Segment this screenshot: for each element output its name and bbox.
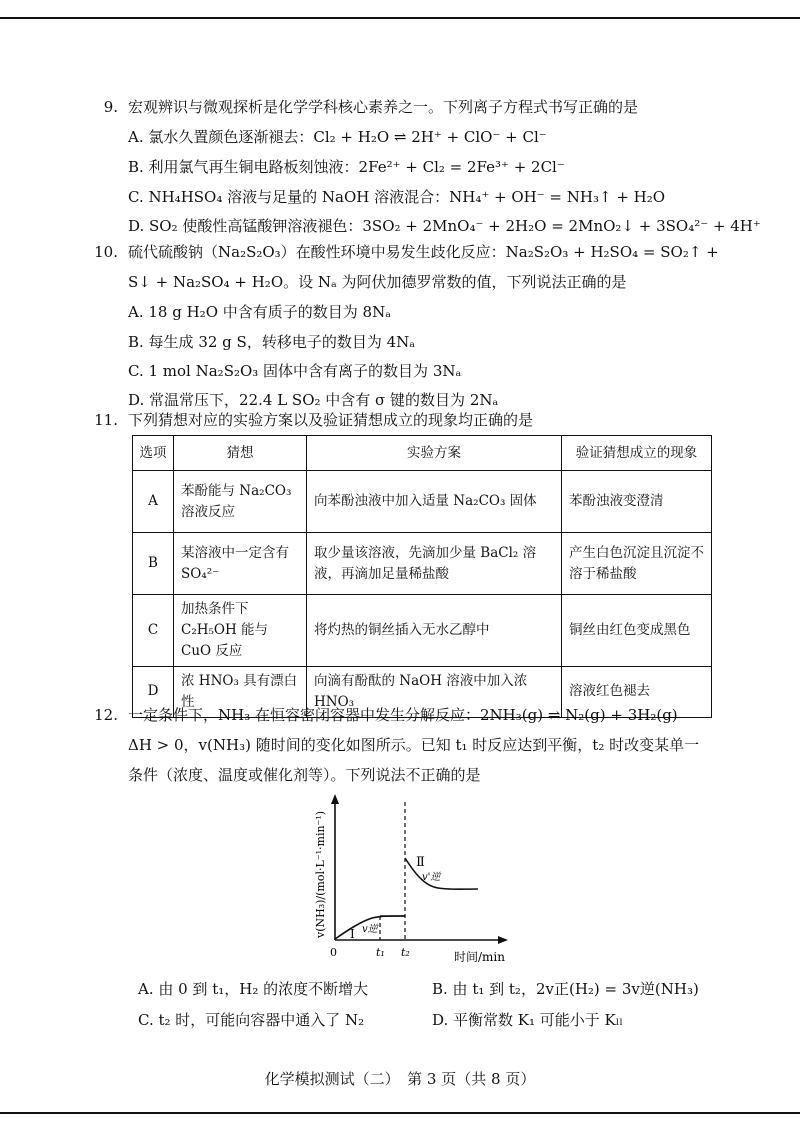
q12-option-c: C. t₂ 时，可能向容器中通入了 N₂ <box>138 1011 365 1029</box>
row-option: A <box>133 471 174 533</box>
q12-stem-line2: ΔH > 0，v(NH₃) 随时间的变化如图所示。已知 t₁ 时反应达到平衡，t₂ 时改变某单一 <box>128 736 700 754</box>
row-option: D <box>133 666 174 717</box>
region-label-2: Ⅱ <box>416 855 425 870</box>
curve-label-v-reverse-prime: v'逆 <box>422 872 441 883</box>
header-option: 选项 <box>133 436 174 471</box>
row-option: B <box>133 533 174 595</box>
q10-option-c: C. 1 mol Na₂S₂O₃ 固体中含有离子的数目为 3Nₐ <box>128 362 462 380</box>
row-option: C <box>133 595 174 667</box>
q12-stem-line1: 一定条件下，NH₃ 在恒容密闭容器中发生分解反应：2NH₃(g) ⇌ N₂(g) + 3H₂(g) <box>128 706 678 724</box>
row-guess: 浓 HNO₃ 具有漂白性 <box>174 666 307 717</box>
q9-option-b: B. 利用氯气再生铜电路板刻蚀液：2Fe²⁺ + Cl₂ = 2Fe³⁺ + 2Cl⁻ <box>128 158 565 176</box>
q9-option-c: C. NH₄HSO₄ 溶液与足量的 NaOH 溶液混合：NH₄⁺ + OH⁻ = NH₃↑ + H₂O <box>128 188 666 206</box>
q12-option-b: B. 由 t₁ 到 t₂，2v正(H₂) = 3v逆(NH₃) <box>432 980 699 998</box>
tick-label-t1: t₁ <box>376 946 385 959</box>
q9-stem: 宏观辨识与微观探析是化学学科核心素养之一。下列离子方程式书写正确的是 <box>128 98 639 116</box>
table-row <box>133 471 712 533</box>
top-border <box>0 17 800 19</box>
table-row <box>133 595 712 667</box>
q10-option-d: D. 常温常压下，22.4 L SO₂ 中含有 σ 键的数目为 2Nₐ <box>128 391 499 409</box>
y-axis-label: v(NH₃)/(mol·L⁻¹·min⁻¹) <box>314 810 327 938</box>
row-guess: 加热条件下 C₂H₅OH 能与 CuO 反应 <box>174 595 307 667</box>
row-result: 苯酚浊液变澄清 <box>562 471 712 533</box>
row-plan: 将灼热的铜丝插入无水乙醇中 <box>307 595 562 667</box>
q12-stem-line3: 条件（浓度、温度或催化剂等）。下列说法不正确的是 <box>128 766 481 784</box>
curve-label-v-reverse: v逆 <box>362 924 378 935</box>
table-header-row <box>133 436 712 471</box>
header-result: 验证猜想成立的现象 <box>562 436 712 471</box>
bottom-border <box>0 1112 800 1114</box>
q10-stem-line1: 硫代硫酸钠（Na₂S₂O₃）在酸性环境中易发生歧化反应：Na₂S₂O₃ + H₂SO₄ = SO₂↑ + <box>128 243 719 261</box>
tick-label-t2: t₂ <box>401 946 410 959</box>
row-guess: 某溶液中一定含有 SO₄²⁻ <box>174 533 307 595</box>
tick-label-0: 0 <box>330 946 337 959</box>
experiment-table <box>132 435 712 718</box>
row-plan: 取少量该溶液，先滴加少量 BaCl₂ 溶液，再滴加足量稀盐酸 <box>307 533 562 595</box>
row-result: 溶液红色褪去 <box>562 666 712 717</box>
q12-option-d: D. 平衡常数 K₁ 可能小于 Kₗₗ <box>432 1011 624 1029</box>
q11-stem: 下列猜想对应的实验方案以及验证猜想成立的现象均正确的是 <box>128 411 534 429</box>
row-result: 铜丝由红色变成黑色 <box>562 595 712 667</box>
q9-option-a: A. 氯水久置颜色逐渐褪去：Cl₂ + H₂O ⇌ 2H⁺ + ClO⁻ + Cl⁻ <box>128 128 547 146</box>
q10-stem-line2: S↓ + Na₂SO₄ + H₂O。设 Nₐ 为阿伏加德罗常数的值，下列说法正确的是 <box>128 273 627 291</box>
q12-option-a: A. 由 0 到 t₁，H₂ 的浓度不断增大 <box>138 980 369 998</box>
row-result: 产生白色沉淀且沉淀不溶于稀盐酸 <box>562 533 712 595</box>
rate-time-chart <box>290 790 520 965</box>
header-guess: 猜想 <box>174 436 307 471</box>
page-footer: 化学模拟测试（二） 第 3 页（共 8 页） <box>264 1070 536 1088</box>
q9-number: 9. <box>103 98 118 116</box>
row-plan: 向滴有酚酞的 NaOH 溶液中加入浓 HNO₃ <box>307 666 562 717</box>
q10-number: 10. <box>94 243 118 261</box>
header-plan: 实验方案 <box>307 436 562 471</box>
q12-number: 12. <box>94 706 118 724</box>
table-row <box>133 533 712 595</box>
region-label-1: Ⅰ <box>350 927 355 941</box>
row-plan: 向苯酚浊液中加入适量 Na₂CO₃ 固体 <box>307 471 562 533</box>
q10-option-a: A. 18 g H₂O 中含有质子的数目为 8Nₐ <box>128 303 391 321</box>
q9-option-d: D. SO₂ 使酸性高锰酸钾溶液褪色：3SO₂ + 2MnO₄⁻ + 2H₂O = 2MnO₂↓ + 3SO₄²⁻ + 4H⁺ <box>128 217 761 235</box>
x-axis-arrow-icon <box>498 936 508 944</box>
x-axis-label: 时间/min <box>454 950 505 964</box>
row-guess: 苯酚能与 Na₂CO₃ 溶液反应 <box>174 471 307 533</box>
y-axis-arrow-icon <box>331 794 339 804</box>
q11-number: 11. <box>94 411 118 429</box>
q10-option-b: B. 每生成 32 g S，转移电子的数目为 4Nₐ <box>128 333 416 351</box>
